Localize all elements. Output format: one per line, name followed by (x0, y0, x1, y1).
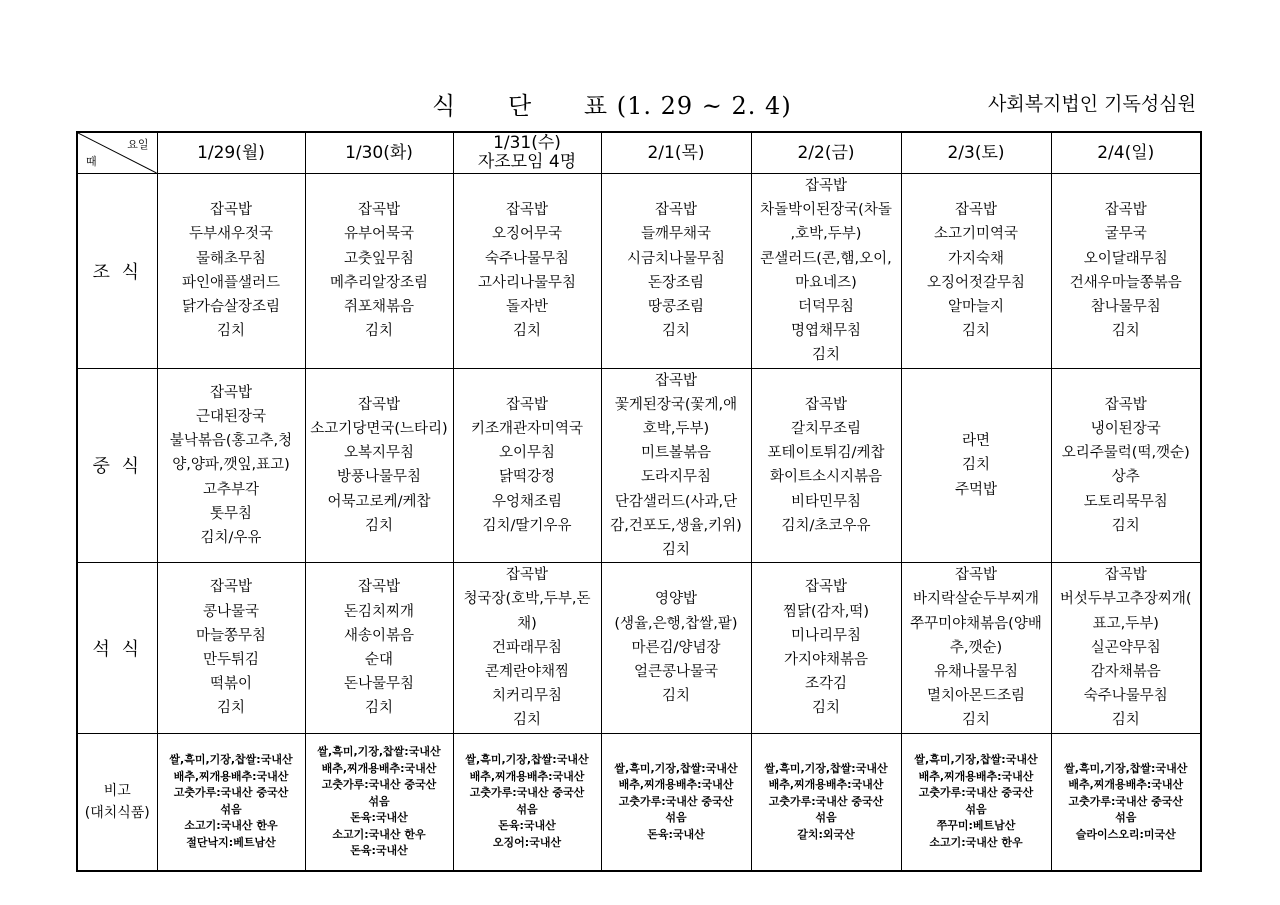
day-date: 2/1(목) (647, 142, 705, 163)
origin-note: 고춧가루:국내산 중국산 (768, 794, 884, 808)
menu-item: 얼큰콩나물국 (633, 664, 719, 681)
menu-item: 숙주나물무침 (1083, 688, 1168, 705)
menu-item: 잡곡밥 (209, 202, 253, 219)
menu-cell (901, 174, 1051, 369)
menu-item: 잡곡밥 (209, 384, 253, 401)
menu-item: 시금치나물무침 (626, 250, 726, 267)
menu-item: 잡곡밥 (954, 202, 998, 219)
menu-cell (751, 368, 901, 563)
menu-cell (601, 368, 751, 563)
menu-item: 미나리무침 (790, 627, 862, 644)
origin-note: 배추,찌개용배추:국내산 (469, 769, 585, 783)
breakfast-row (77, 174, 1201, 369)
notes-cell (453, 733, 601, 871)
menu-item: 영양밥 (654, 591, 698, 608)
menu-item: 양,양파,깻잎,표고) (172, 457, 290, 474)
menu-item: 김치 (1111, 517, 1140, 534)
day-date: 2/3(토) (947, 142, 1005, 163)
menu-item: 콘샐러드(콘,햄,오이, (760, 250, 892, 267)
origin-note: 고춧가루:국내산 중국산 (1068, 794, 1183, 808)
menu-item: 고사리나물무침 (477, 274, 577, 291)
menu-item: 찜닭(감자,떡) (783, 603, 869, 620)
menu-item: 고춧잎무침 (343, 250, 415, 267)
menu-item: 김치 (364, 700, 393, 717)
menu-item: 알마늘지 (947, 299, 1005, 316)
menu-item: 잡곡밥 (654, 372, 698, 389)
menu-item: 청국장(호박,두부,돈 (463, 591, 591, 608)
origin-note: 오징어:국내산 (492, 835, 562, 849)
organization-name: 사회복지법인 기독성심원 (988, 93, 1196, 115)
menu-cell (1051, 563, 1201, 733)
origin-note: 섞음 (665, 811, 687, 825)
menu-item: 차돌박이된장국(차돌 (760, 202, 892, 219)
menu-item: 잡곡밥 (357, 396, 401, 413)
menu-item: 도토리묵무침 (1083, 493, 1168, 510)
menu-item: 쭈꾸미야채볶음(양배 (910, 615, 1042, 632)
menu-item: 호박,두부) (642, 421, 710, 438)
menu-item: 소고기미역국 (933, 226, 1019, 243)
menu-item: 소고기당면국(느타리) (310, 421, 448, 438)
menu-cell (453, 368, 601, 563)
menu-item: 멸치아몬드조림 (926, 688, 1026, 705)
menu-item: 김치 (661, 323, 690, 340)
menu-item: 닭떡강정 (498, 469, 556, 486)
menu-item: 콘계란야채찜 (484, 664, 570, 681)
menu-cell (751, 563, 901, 733)
notes-label-line: (대치식품) (84, 804, 150, 821)
menu-item: 잡곡밥 (505, 396, 549, 413)
menu-item: 순대 (364, 651, 393, 668)
origin-note: 배추,찌개용배추:국내산 (768, 778, 884, 792)
day-header (305, 132, 453, 174)
origin-note: 섞음 (516, 802, 538, 816)
menu-item: 표고,두부) (1092, 615, 1159, 632)
notes-cell (1051, 733, 1201, 871)
notes-label (77, 733, 157, 871)
menu-cell (453, 563, 601, 733)
menu-item: 들깨무채국 (640, 226, 712, 243)
menu-item: 화이트소시지볶음 (769, 469, 883, 486)
day-header (601, 132, 751, 174)
origin-note: 배추,찌개용배추:국내산 (321, 761, 437, 775)
origin-note: 고춧가루:국내산 중국산 (918, 786, 1034, 800)
notes-label-line: 비고 (103, 782, 131, 799)
menu-item: 새송이볶음 (343, 627, 415, 644)
notes-cell (157, 733, 305, 871)
corner-day-label: 요일 (127, 138, 149, 151)
menu-item: 주먹밥 (954, 481, 998, 498)
menu-item: 물해초무침 (195, 250, 267, 267)
menu-cell (1051, 174, 1201, 369)
menu-item: 잡곡밥 (505, 567, 549, 584)
notes-cell (305, 733, 453, 871)
day-date: 2/2(금) (797, 142, 855, 163)
menu-item: 김치 (961, 457, 990, 474)
menu-item: 실곤약무침 (1090, 639, 1161, 656)
day-header (1051, 132, 1201, 174)
menu-item: 김치/딸기우유 (482, 517, 572, 534)
menu-cell (157, 368, 305, 563)
menu-item: 마른김/양념장 (631, 639, 721, 656)
menu-cell (601, 563, 751, 733)
menu-cell (453, 174, 601, 369)
menu-item: 오리주물럭(떡,깻순) (1061, 445, 1190, 462)
origin-note: 섞음 (815, 811, 837, 825)
origin-note: 배추,찌개용배추:국내산 (618, 778, 734, 792)
menu-item: 두부새우젓국 (188, 226, 274, 243)
menu-item: 잡곡밥 (804, 178, 848, 194)
menu-item: 김치/우유 (200, 529, 262, 546)
menu-item: 키조개관자미역국 (470, 421, 584, 438)
origin-note: 고춧가루:국내산 중국산 (618, 794, 734, 808)
origin-note: 섞음 (368, 794, 390, 808)
menu-item: 명엽채무침 (790, 323, 862, 340)
menu-item: 잡곡밥 (804, 579, 848, 596)
origin-note: 쌀,흑미,기장,찹쌀:국내산 (764, 761, 888, 775)
menu-item: 굴무국 (1104, 226, 1147, 243)
menu-cell (1051, 368, 1201, 563)
menu-item: 땅콩조림 (647, 299, 705, 316)
menu-cell (751, 174, 901, 369)
menu-item: 잡곡밥 (1104, 396, 1147, 413)
menu-item: 단감샐러드(사과,단 (614, 493, 738, 510)
menu-item: 돈김치찌개 (343, 603, 415, 620)
menu-item: 오이무침 (498, 445, 556, 462)
menu-item: 유부어묵국 (343, 226, 415, 243)
menu-item: 더덕무침 (797, 299, 855, 316)
menu-item: 고추부각 (202, 481, 260, 498)
menu-item: 잡곡밥 (804, 396, 848, 413)
menu-cell (901, 368, 1051, 563)
origin-note: 소고기:국내산 한우 (332, 827, 426, 841)
origin-note: 고춧가루:국내산 중국산 (321, 778, 437, 792)
menu-item: 김치 (661, 688, 690, 705)
menu-table (76, 131, 1202, 872)
menu-item: 방풍나물무침 (336, 469, 422, 486)
menu-item: 김치 (961, 712, 990, 729)
menu-item: 김치 (1111, 712, 1140, 729)
menu-item: 잡곡밥 (954, 567, 998, 584)
menu-item: 오징어젓갈무침 (926, 274, 1026, 291)
origin-note: 배추,찌개용배추:국내산 (918, 769, 1034, 783)
dinner-row (77, 563, 1201, 733)
origin-note: 섞음 (1115, 811, 1137, 825)
menu-item: 김치 (1111, 323, 1140, 340)
menu-item: 어묵고로케/케찹 (327, 493, 431, 510)
menu-cell (901, 563, 1051, 733)
origin-note: 섞음 (965, 802, 987, 816)
menu-item: 버섯두부고추장찌개( (1059, 591, 1192, 608)
menu-item: 잡곡밥 (1104, 202, 1147, 219)
origin-note: 쌀,흑미,기장,찹쌀:국내산 (465, 753, 589, 767)
origin-note: 절단낙지:베트남산 (186, 835, 276, 849)
menu-item: 쥐포채볶음 (343, 299, 415, 316)
menu-item: 오복지무침 (343, 445, 415, 462)
menu-item: 추,깻순) (949, 639, 1003, 656)
menu-item: 마늘쫑무침 (195, 627, 267, 644)
header-row (77, 132, 1201, 174)
menu-item: 숙주나물무침 (484, 250, 570, 267)
menu-item: 잡곡밥 (357, 202, 401, 219)
menu-item: 치커리무침 (491, 688, 563, 705)
menu-item: 김치 (216, 323, 245, 340)
notes-cell (751, 733, 901, 871)
menu-item: 김치 (364, 517, 393, 534)
origin-note: 쌀,흑미,기장,찹쌀:국내산 (914, 753, 1038, 767)
origin-note: 섞음 (220, 802, 242, 816)
menu-cell (305, 563, 453, 733)
origin-note: 갈치:외국산 (797, 827, 855, 841)
menu-item: 근대된장국 (195, 408, 267, 425)
meal-label: 석 식 (77, 563, 157, 733)
notes-row (77, 733, 1201, 871)
menu-item: 라면 (961, 433, 990, 450)
menu-cell (601, 174, 751, 369)
menu-item: 콩나물국 (202, 603, 260, 620)
origin-note: 돈육:국내산 (647, 827, 705, 841)
origin-note: 쌀,흑미,기장,찹쌀:국내산 (169, 753, 293, 767)
menu-item: 김치 (811, 347, 840, 364)
origin-note: 쌀,흑미,기장,찹쌀:국내산 (317, 745, 441, 759)
menu-item: (생율,은행,찹쌀,팥) (614, 615, 738, 632)
menu-item: 돌자반 (505, 299, 549, 316)
menu-item: 김치 (961, 323, 990, 340)
menu-cell (305, 368, 453, 563)
menu-item: 메추리알장조림 (329, 274, 429, 291)
menu-item: 돈장조림 (647, 274, 705, 291)
menu-item: 감자채볶음 (1090, 664, 1161, 681)
menu-item: 잡곡밥 (1104, 567, 1147, 584)
menu-item: 잡곡밥 (209, 579, 253, 596)
menu-item: 오이달래무침 (1083, 250, 1168, 267)
menu-item: 김치 (216, 700, 245, 717)
origin-note: 돈육:국내산 (350, 811, 408, 825)
menu-item: 냉이된장국 (1090, 421, 1161, 438)
menu-item: 우엉채조림 (491, 493, 563, 510)
day-date: 2/4(일) (1097, 142, 1155, 163)
day-date: 1/30(화) (345, 142, 413, 163)
menu-item: 건새우마늘쫑볶음 (1069, 274, 1182, 291)
day-date: 1/29(월) (197, 142, 265, 163)
menu-item: 오징어무국 (491, 226, 563, 243)
menu-item: 김치 (512, 712, 541, 729)
notes-cell (601, 733, 751, 871)
origin-note: 고춧가루:국내산 중국산 (469, 786, 585, 800)
menu-item: 잡곡밥 (357, 579, 401, 596)
menu-item: 김치 (811, 700, 840, 717)
day-header (157, 132, 305, 174)
menu-item: 바지락살순두부찌개 (912, 591, 1040, 608)
origin-note: 쌀,흑미,기장,찹쌀:국내산 (614, 761, 738, 775)
menu-item: 건파래무침 (491, 639, 563, 656)
menu-item: 김치/초코우유 (781, 517, 871, 534)
menu-cell (157, 174, 305, 369)
menu-item: 마요네즈) (795, 274, 857, 291)
meal-label: 중 식 (77, 368, 157, 563)
origin-note: 소고기:국내산 한우 (929, 835, 1023, 849)
menu-item: 톳무침 (209, 505, 253, 522)
menu-item: 김치 (512, 323, 541, 340)
menu-cell (157, 563, 305, 733)
lunch-row (77, 368, 1201, 563)
menu-item: 조각김 (804, 676, 848, 693)
menu-item: 비타민무침 (790, 493, 862, 510)
day-event: 자조모임 4명 (477, 152, 577, 172)
menu-item: 참나물무침 (1090, 299, 1161, 316)
page-title: 식 단 표 (1. 29 ~ 2. 4) (432, 92, 792, 120)
origin-note: 돈육:국내산 (350, 844, 408, 858)
origin-note: 소고기:국내산 한우 (184, 819, 278, 833)
menu-item: 채) (517, 615, 537, 632)
menu-item: 도라지무침 (640, 469, 712, 486)
menu-item: 유채나물무침 (933, 664, 1019, 681)
menu-item: 잡곡밥 (654, 202, 698, 219)
origin-note: 배추,찌개용배추:국내산 (173, 769, 289, 783)
origin-note: 쌀,흑미,기장,찹쌀:국내산 (1064, 761, 1188, 775)
menu-item: 닭가슴살장조림 (181, 299, 281, 316)
day-header (453, 132, 601, 174)
day-date: 1/31(수) (493, 133, 561, 153)
corner-meal-label: 때 (86, 155, 97, 168)
menu-item: 꽃게된장국(꽃게,애 (614, 396, 738, 413)
origin-note: 돈육:국내산 (498, 819, 556, 833)
menu-item: 감,건포도,생율,키위) (610, 517, 742, 534)
origin-note: 쭈꾸미:베트남산 (936, 819, 1016, 833)
menu-item: 미트볼볶음 (640, 445, 712, 462)
menu-item: 김치 (364, 323, 393, 340)
origin-note: 슬라이스오리:미국산 (1075, 827, 1176, 841)
menu-item: 불낙볶음(홍고추,청 (169, 433, 293, 450)
menu-item: 돈나물무침 (343, 676, 415, 693)
day-header (751, 132, 901, 174)
menu-item: 가지야채볶음 (783, 651, 869, 668)
menu-item: 가지숙채 (947, 250, 1005, 267)
menu-item: 상추 (1111, 469, 1140, 486)
menu-item: 잡곡밥 (505, 202, 549, 219)
menu-item: 포테이토튀김/케찹 (767, 445, 885, 462)
menu-item: 파인애플샐러드 (181, 274, 281, 291)
notes-cell (901, 733, 1051, 871)
menu-item: 김치 (661, 542, 690, 559)
meal-label: 조 식 (77, 174, 157, 369)
menu-cell (305, 174, 453, 369)
menu-item: 떡볶이 (209, 676, 253, 693)
menu-item: 만두튀김 (202, 651, 260, 668)
menu-item: 갈치무조림 (790, 421, 862, 438)
menu-item: ,호박,두부) (790, 226, 862, 243)
day-header (901, 132, 1051, 174)
corner-cell (77, 132, 157, 174)
origin-note: 배추,찌개용배추:국내산 (1068, 778, 1184, 792)
origin-note: 고춧가루:국내산 중국산 (173, 786, 289, 800)
